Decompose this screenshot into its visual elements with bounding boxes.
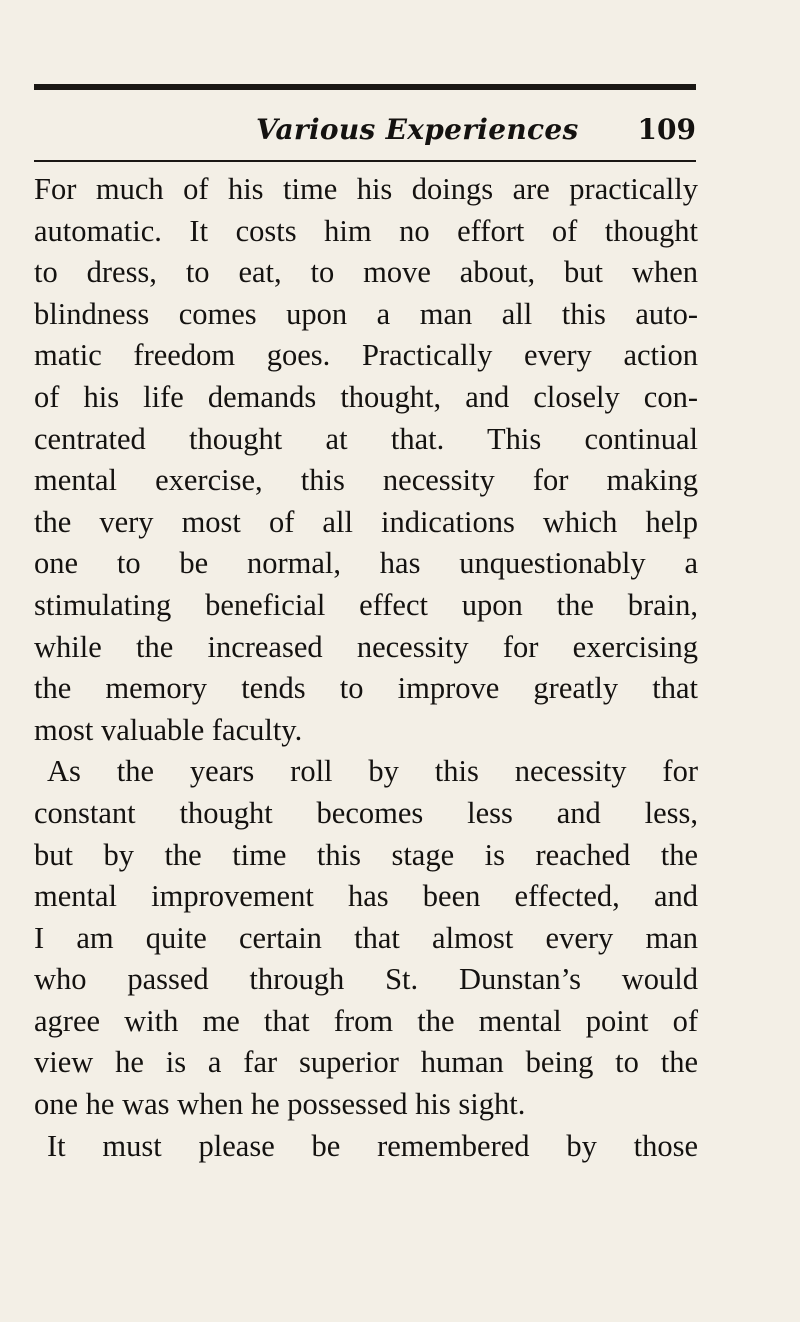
text-line: matic freedom goes. Practically every action (34, 338, 698, 373)
text-line: As the years roll by this necessity for (47, 754, 698, 789)
text-line: stimulating beneficial effect upon the brain, (34, 587, 698, 622)
text-line: For much of his time his doings are practically (34, 172, 698, 206)
text-line: who passed through St. Dunstan’s would (34, 962, 698, 997)
text-line: but by the time this stage is reached the (34, 837, 698, 872)
header-rule-bottom (34, 160, 696, 162)
text-line: agree with me that from the mental point of (34, 1003, 698, 1038)
header-rule-top (34, 84, 696, 90)
text-line: most valuable faculty. (34, 712, 303, 747)
text-line: constant thought becomes less and less, (34, 795, 698, 830)
text-line: the memory tends to improve greatly that (34, 671, 698, 706)
text-line: of his life demands thought, and closely con- (34, 379, 698, 414)
body-text (34, 169, 698, 1167)
text-line: view he is a far superior human being to the (34, 1045, 698, 1080)
text-line: the very most of all indications which help (34, 504, 698, 539)
page-number: 109 (637, 113, 696, 146)
text-line: mental improvement has been effected, and (34, 879, 698, 914)
text-line: automatic. It costs him no effort of thought (34, 213, 698, 248)
text-line: centrated thought at that. This continual (34, 421, 698, 456)
text-line: It must please be remembered by those (47, 1128, 698, 1163)
text-line: one to be normal, has unquestionably a (34, 546, 698, 581)
text-line: while the increased necessity for exercising (34, 629, 698, 664)
text-line: blindness comes upon a man all this auto- (34, 296, 698, 331)
text-line: I am quite certain that almost every man (34, 920, 698, 955)
running-head (34, 108, 696, 152)
text-line: one he was when he possessed his sight. (34, 1087, 526, 1122)
text-line: mental exercise, this necessity for making (34, 463, 698, 498)
running-title: Various Experiences (256, 113, 579, 146)
text-line: to dress, to eat, to move about, but when (34, 255, 698, 290)
